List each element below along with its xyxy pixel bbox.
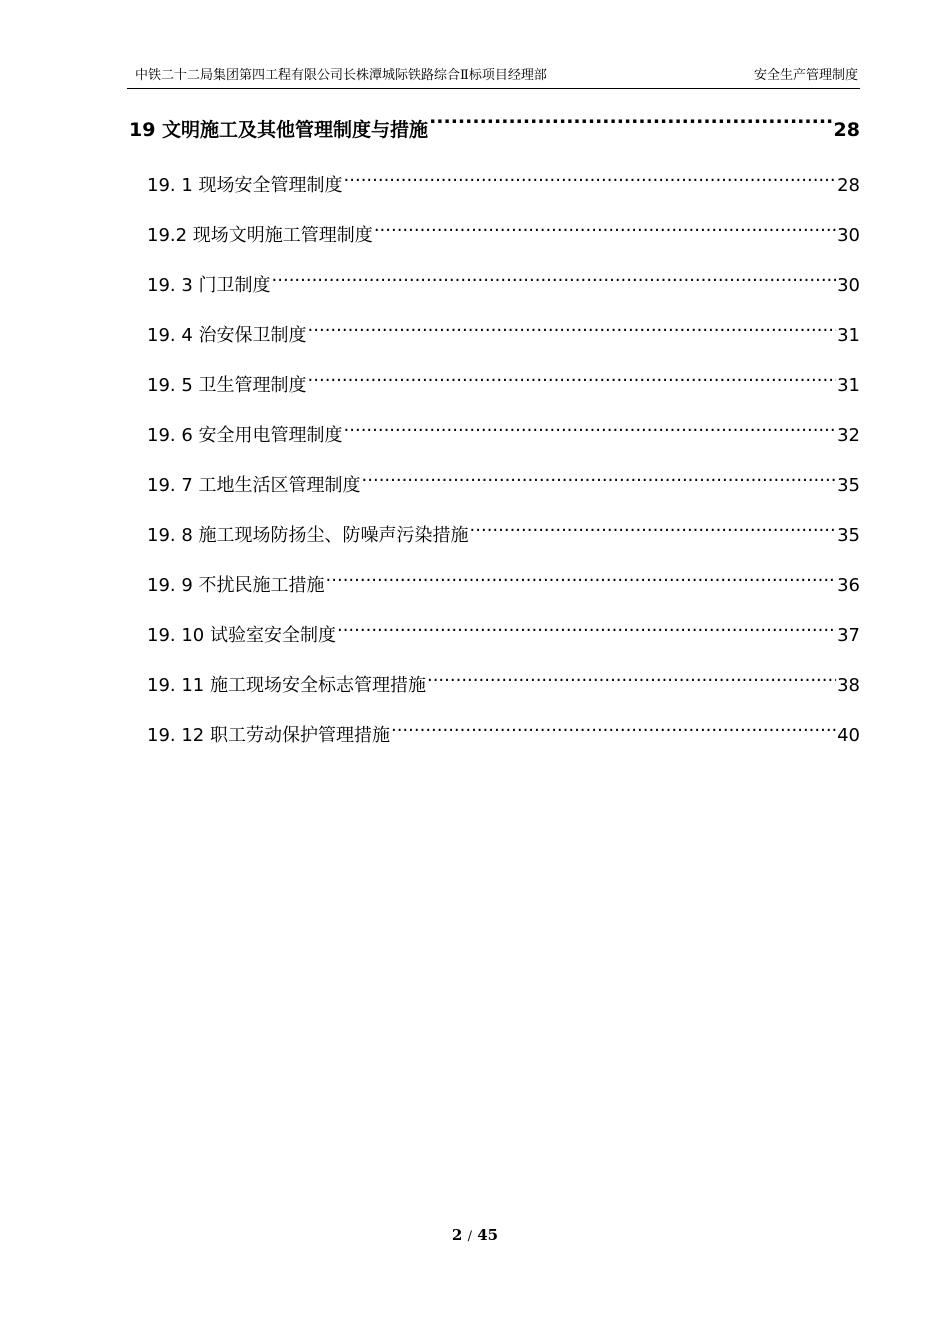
toc-entry-19-1[interactable] xyxy=(129,171,860,221)
toc-leader-dots xyxy=(362,473,837,491)
header-organization: 中铁二十二局集团第四工程有限公司长株潭城际铁路综合Ⅱ标项目经理部 xyxy=(135,68,547,83)
toc-entry-label: 19. 1 现场安全管理制度 xyxy=(147,175,343,196)
toc-entry-label: 19. 8 施工现场防扬尘、防噪声污染措施 xyxy=(147,525,469,546)
toc-entry-page: 35 xyxy=(837,475,860,496)
toc-entry-label: 19.2 现场文明施工管理制度 xyxy=(147,225,373,246)
toc-leader-dots xyxy=(272,273,837,291)
toc-entry-19-9[interactable] xyxy=(129,571,860,621)
toc-leader-dots xyxy=(427,673,836,691)
toc-entry-19-11[interactable] xyxy=(129,671,860,721)
toc-entry-label: 19. 9 不扰民施工措施 xyxy=(147,575,325,596)
toc-entry-label: 19. 4 治安保卫制度 xyxy=(147,325,307,346)
toc-entry-page: 32 xyxy=(837,425,860,446)
toc-leader-dots xyxy=(308,323,837,341)
toc-entry-page: 31 xyxy=(837,375,860,396)
page-separator: / xyxy=(467,1229,472,1244)
toc-entry-label: 19. 6 安全用电管理制度 xyxy=(147,425,343,446)
toc-leader-dots xyxy=(344,423,837,441)
toc-leader-dots xyxy=(308,373,837,391)
toc-entry-page: 36 xyxy=(837,575,860,596)
toc-entry-19-3[interactable] xyxy=(129,271,860,321)
toc-entry-19-7[interactable] xyxy=(129,471,860,521)
toc-leader-dots xyxy=(470,523,837,541)
header-document-title: 安全生产管理制度 xyxy=(753,68,858,83)
toc-entry-page: 40 xyxy=(837,725,860,746)
toc-leader-dots xyxy=(374,223,836,241)
toc-leader-dots xyxy=(391,723,836,741)
toc-entry-page: 31 xyxy=(837,325,860,346)
total-page-count: 45 xyxy=(477,1226,499,1244)
current-page-number: 2 xyxy=(451,1226,463,1244)
toc-entry-19-4[interactable] xyxy=(129,321,860,371)
toc-entry-19-12[interactable] xyxy=(129,721,860,771)
toc-leader-dots xyxy=(337,623,836,641)
toc-entry-19-8[interactable] xyxy=(129,521,860,571)
toc-entry-19-2[interactable] xyxy=(129,221,860,271)
toc-entry-page: 30 xyxy=(837,225,860,246)
toc-entry-19-10[interactable] xyxy=(129,621,860,671)
toc-entry-19[interactable] xyxy=(129,112,860,149)
toc-entry-page: 28 xyxy=(833,119,860,141)
toc-entry-label: 19. 3 门卫制度 xyxy=(147,275,271,296)
table-of-contents xyxy=(129,112,860,771)
toc-entry-page: 35 xyxy=(837,525,860,546)
toc-entry-label: 19 文明施工及其他管理制度与措施 xyxy=(129,119,429,141)
toc-entry-19-6[interactable] xyxy=(129,421,860,471)
toc-entry-label: 19. 11 施工现场安全标志管理措施 xyxy=(147,675,426,696)
toc-entry-label: 19. 12 职工劳动保护管理措施 xyxy=(147,725,390,746)
toc-entry-page: 37 xyxy=(837,625,860,646)
toc-entry-page: 28 xyxy=(837,175,860,196)
toc-leader-dots xyxy=(429,117,832,136)
toc-entry-label: 19. 10 试验室安全制度 xyxy=(147,625,336,646)
page-header xyxy=(127,66,860,89)
toc-leader-dots xyxy=(344,173,837,191)
toc-entry-page: 30 xyxy=(837,275,860,296)
toc-entry-page: 38 xyxy=(837,675,860,696)
page-number xyxy=(0,1226,950,1244)
toc-leader-dots xyxy=(326,573,837,591)
toc-entry-label: 19. 5 卫生管理制度 xyxy=(147,375,307,396)
toc-entry-label: 19. 7 工地生活区管理制度 xyxy=(147,475,361,496)
toc-entry-19-5[interactable] xyxy=(129,371,860,421)
